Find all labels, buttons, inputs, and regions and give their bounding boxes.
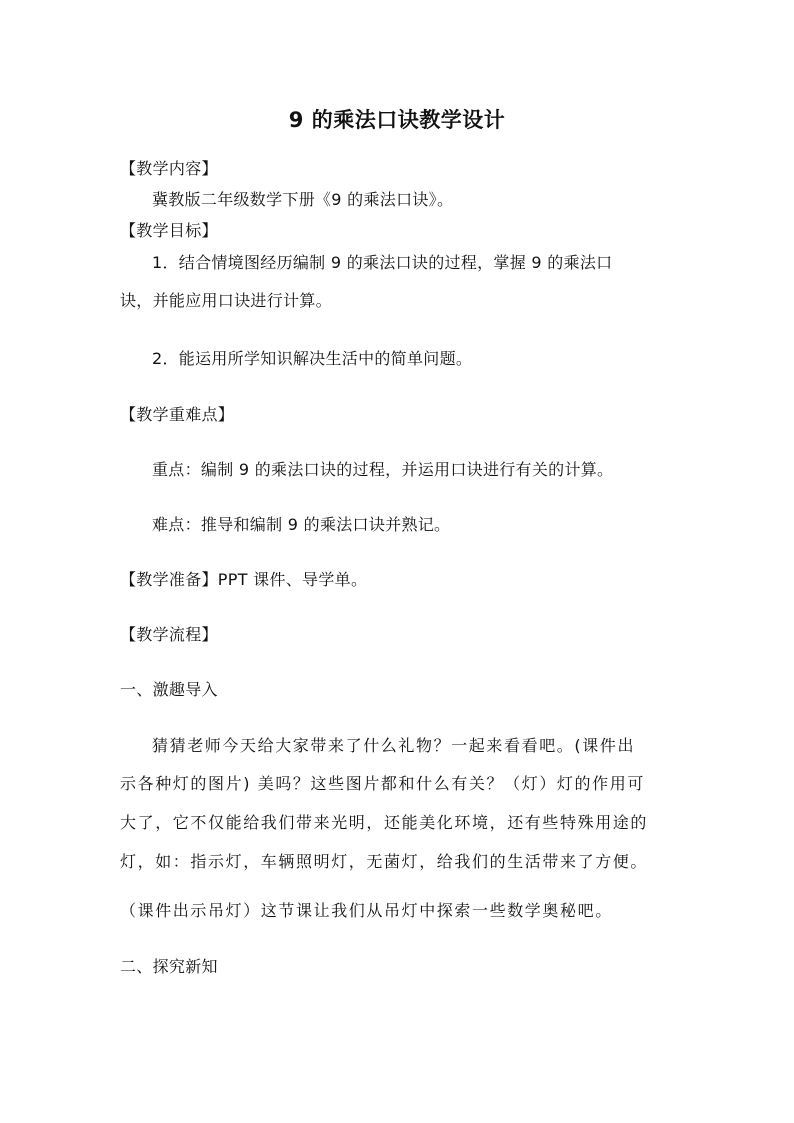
part-1-paragraph-line-3: 大了，它不仅能给我们带来光明，还能美化环境，还有些特殊用途的 [120,813,649,832]
part-2-heading: 二、探究新知 [120,957,218,976]
part-1-paragraph-line-1: 猜猜老师今天给大家带来了什么礼物？一起来看看吧。(课件出 [152,736,636,755]
part-1-paragraph-line-5: （课件出示吊灯）这节课让我们从吊灯中探索一些数学奥秘吧。 [120,901,613,920]
teaching-content-heading: 【教学内容】 [120,159,218,178]
document-title: 9 的乘法口诀教学设计 [288,108,506,132]
key-difficult-heading: 【教学重难点】 [120,405,235,424]
teaching-content-text: 冀教版二年级数学下册《9 的乘法口诀》。 [152,190,454,209]
goal-2: 2．能运用所学知识解决生活中的简单问题。 [152,349,473,368]
teaching-goals-heading: 【教学目标】 [120,221,218,240]
part-1-paragraph-line-4: 灯，如：指示灯，车辆照明灯，无菌灯，给我们的生活带来了方便。 [120,852,649,871]
goal-1-line-1: 1．结合情境图经历编制 9 的乘法口诀的过程，掌握 9 的乘法口 [152,253,613,272]
teaching-process-heading: 【教学流程】 [120,625,218,644]
goal-1-line-2: 诀，并能应用口诀进行计算。 [120,291,332,310]
key-point: 重点：编制 9 的乘法口诀的过程，并运用口诀进行有关的计算。 [152,460,614,479]
teaching-prep: 【教学准备】PPT 课件、导学单。 [120,570,368,589]
part-1-paragraph-line-2: 示各种灯的图片) 美吗？这些图片都和什么有关？（灯）灯的作用可 [120,774,645,793]
difficult-point: 难点：推导和编制 9 的乘法口诀并熟记。 [152,515,451,534]
part-1-heading: 一、激趣导入 [120,680,218,699]
